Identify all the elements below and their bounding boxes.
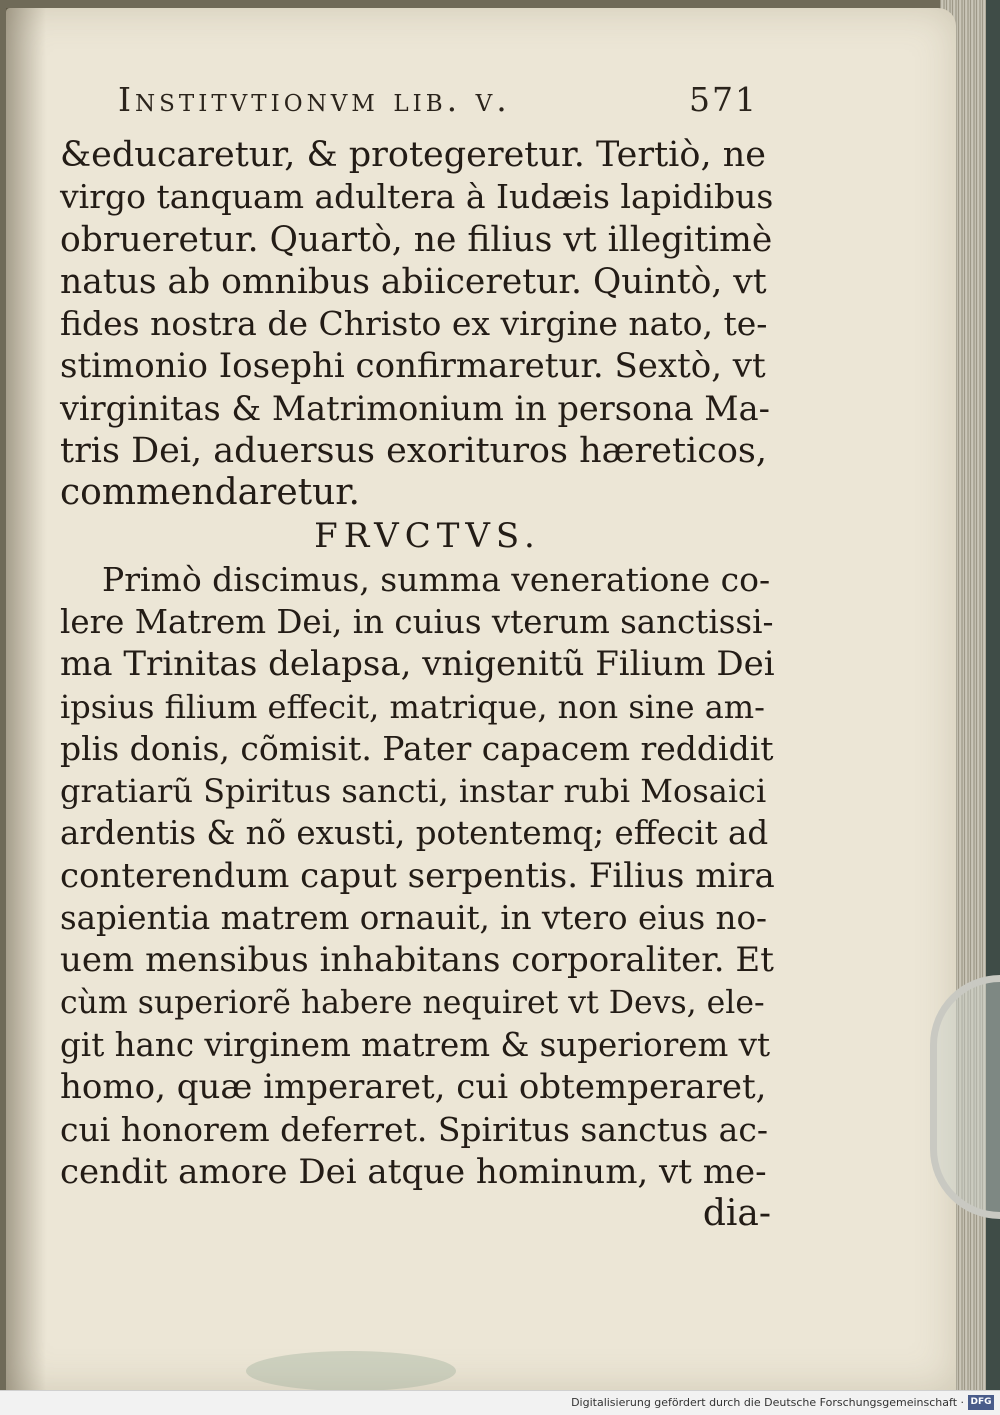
- text-line: homo, quæ imperaret, cui obtemperaret,: [60, 1067, 767, 1108]
- text-line: ma Trinitas delapsa, vnigenitũ Filium Dei: [60, 644, 775, 685]
- text-line: commendaretur.: [60, 472, 360, 514]
- text-line: obrueretur. Quartò, ne filius vt illegitimè: [60, 219, 773, 260]
- text-line: conterendum caput serpentis. Filius mira: [60, 855, 775, 896]
- running-head: Institvtionvm lib. v.: [118, 80, 511, 119]
- footer-bar: [0, 1390, 1000, 1415]
- page-header: [118, 76, 758, 126]
- text-line: lere Matrem Dei, in cuius vterum sanctissi-: [60, 602, 774, 641]
- text-line: uem mensibus inhabitans corporaliter. Et: [60, 940, 774, 981]
- page-number: 571: [689, 80, 758, 119]
- funding-credit: Digitalisierung gefördert durch die Deutsche Forschungsgemeinschaft ·: [571, 1396, 964, 1409]
- dfg-logo: DFG: [968, 1395, 994, 1410]
- text-line: virgo tanquam adultera à Iudæis lapidibus: [60, 177, 774, 217]
- text-line: cendit amore Dei atque hominum, vt me-: [60, 1151, 767, 1192]
- text-line: plis donis, cõmisit. Pater capacem reddidit: [60, 728, 774, 768]
- text-line: ipsius filium effecit, matrique, non sine am-: [60, 687, 765, 726]
- text-line: git hanc virginem matrem & superiorem vt: [60, 1025, 771, 1064]
- text-line: stimonio Iosephi confirmaretur. Sextò, vt: [60, 346, 766, 387]
- text-line: sapientia matrem ornauit, in vtero eius no-: [60, 899, 768, 938]
- text-line: virginitas & Matrimonium in persona Ma-: [60, 388, 770, 428]
- text-line: ardentis & nõ exusti, potentemq; effecit ad: [60, 814, 769, 853]
- text-line: natus ab omnibus abiiceretur. Quintò, vt: [60, 261, 767, 302]
- text-line: fides nostra de Christo ex virgine nato, te-: [60, 304, 768, 344]
- text-line: Primò discimus, summa veneratione co-: [102, 559, 771, 599]
- spine-shadow: [6, 8, 46, 1390]
- text-line: cùm superiorẽ habere nequiret vt Devs, ele-: [60, 984, 765, 1021]
- text-line: tris Dei, aduersus exorituros hæreticos,: [60, 431, 767, 472]
- section-heading: FRVCTVS.: [314, 515, 541, 556]
- page-clip: [930, 975, 1000, 1219]
- text-line: gratiarũ Spiritus sancti, instar rubi Mosaici: [60, 772, 767, 811]
- text-line: &educaretur, & protegeretur. Tertiò, ne: [60, 135, 766, 175]
- catchword: dia-: [702, 1193, 771, 1235]
- text-line: cui honorem deferret. Spiritus sanctus ac-: [60, 1109, 768, 1149]
- page-stain: [246, 1351, 456, 1390]
- page-text: [60, 134, 775, 1235]
